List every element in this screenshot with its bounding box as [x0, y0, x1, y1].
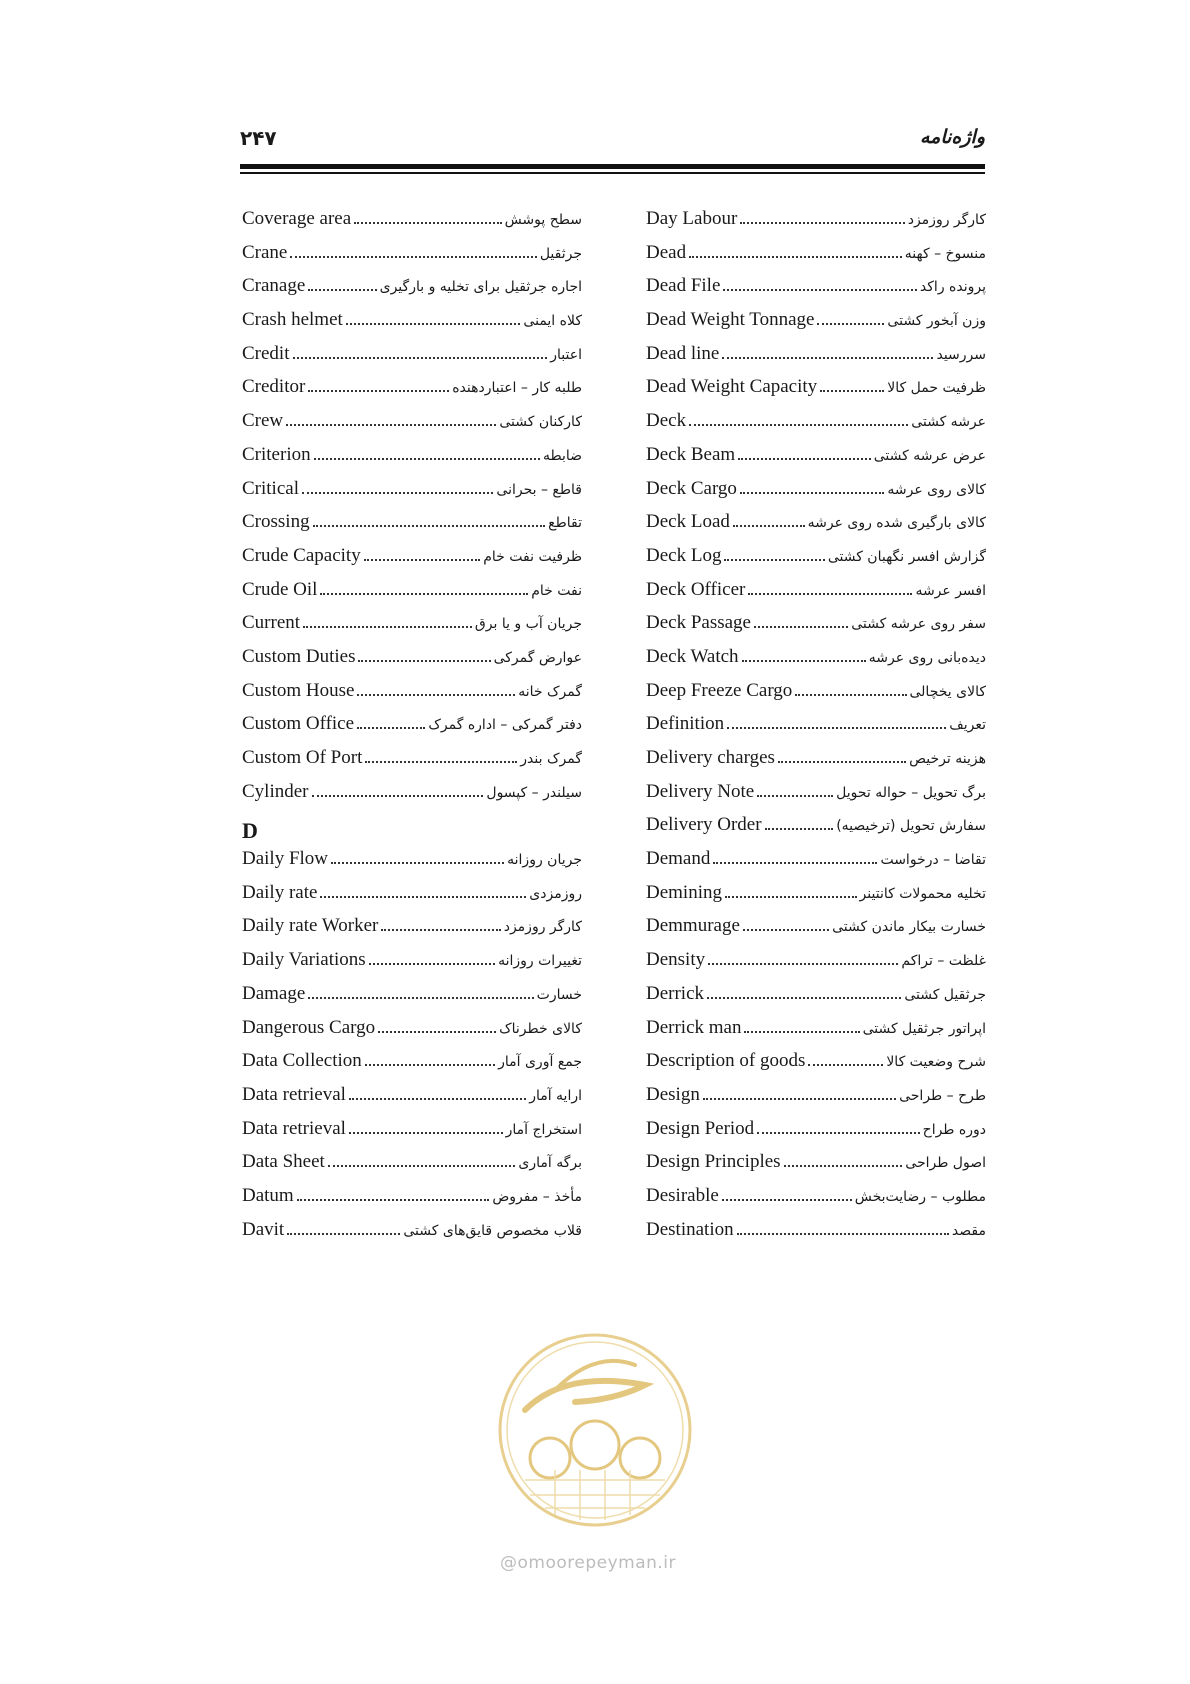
entry-translation: جریان آب و یا برق	[474, 616, 582, 633]
dot-leader	[740, 222, 904, 224]
entry-term: Current	[242, 612, 301, 634]
entry-term: Deck Log	[646, 544, 722, 566]
entry-term: Daily Flow	[242, 848, 329, 870]
dot-leader	[369, 963, 495, 965]
entry-translation: کالای روی عرشه	[887, 481, 986, 498]
entry-translation: مقصد	[951, 1222, 986, 1239]
entry-term: Data Sheet	[242, 1151, 325, 1173]
header-rule-thick	[240, 164, 985, 169]
dot-leader	[364, 559, 481, 561]
glossary-entry	[242, 242, 582, 276]
watermark-logo	[495, 1330, 695, 1530]
glossary-entry	[242, 612, 582, 646]
entry-translation: کالای بارگیری شده روی عرشه	[807, 515, 986, 532]
entry-translation: تخلیه محمولات کانتینر	[859, 885, 986, 902]
dot-leader	[744, 1031, 859, 1033]
entry-term: Dead	[646, 241, 687, 263]
entry-term: Dead line	[646, 342, 720, 364]
entry-term: Dead Weight Tonnage	[646, 309, 815, 331]
dot-leader	[313, 525, 546, 527]
entry-translation: جرثقیل	[539, 245, 582, 262]
glossary-entry	[242, 478, 582, 512]
glossary-entry	[646, 612, 986, 646]
entry-term: Derrick man	[646, 1016, 742, 1038]
glossary-entry	[646, 511, 986, 545]
entry-term: Design Period	[646, 1117, 755, 1139]
glossary-entry	[646, 1151, 986, 1185]
entry-term: Crane	[242, 241, 288, 263]
glossary-entry	[646, 410, 986, 444]
glossary-entry	[646, 680, 986, 714]
entry-term: Deck Watch	[646, 645, 739, 667]
entry-translation: تغییرات روزانه	[498, 953, 582, 970]
entry-term: Daily Variations	[242, 949, 366, 971]
glossary-entry	[646, 781, 986, 815]
dot-leader	[733, 525, 805, 527]
dot-leader	[358, 660, 490, 662]
entry-term: Dead Weight Capacity	[646, 376, 818, 398]
dot-leader	[707, 997, 901, 999]
entry-term: Crude Oil	[242, 578, 318, 600]
entry-translation: دفتر گمرکی – اداره گمرک	[428, 717, 582, 734]
glossary-entry	[646, 579, 986, 613]
entry-translation: طرح – طراحی	[899, 1087, 986, 1104]
entry-term: Custom House	[242, 679, 355, 701]
entry-translation: استخراج آمار	[505, 1121, 582, 1138]
entry-term: Custom Office	[242, 713, 355, 735]
entry-translation: عرشه کشتی	[911, 414, 986, 431]
entry-term: Deep Freeze Cargo	[646, 679, 793, 701]
glossary-entry	[646, 242, 986, 276]
dot-leader	[754, 626, 848, 628]
dot-leader	[723, 289, 917, 291]
glossary-entry	[242, 915, 582, 949]
entry-translation: کارکنان کشتی	[499, 414, 582, 431]
dot-leader	[349, 1098, 526, 1100]
entry-translation: اصول طراحی	[905, 1155, 986, 1172]
dot-leader	[795, 694, 906, 696]
glossary-entry	[242, 848, 582, 882]
glossary-entry	[242, 680, 582, 714]
entry-term: Davit	[242, 1218, 285, 1240]
dot-leader	[784, 1165, 903, 1167]
dot-leader	[757, 795, 833, 797]
entry-translation: اجاره جرثقیل برای تخلیه و بارگیری	[379, 279, 582, 296]
entry-translation: ظرفیت حمل کالا	[887, 380, 986, 397]
dot-leader	[297, 1199, 490, 1201]
entry-translation: جمع آوری آمار	[498, 1054, 582, 1071]
dot-leader	[765, 828, 834, 830]
entry-term: Deck	[646, 410, 687, 432]
dot-leader	[320, 896, 526, 898]
entry-translation: ارایه آمار	[529, 1087, 582, 1104]
dot-leader	[727, 727, 946, 729]
dot-leader	[743, 929, 829, 931]
entry-translation: تقاطع	[548, 515, 582, 532]
dot-leader	[293, 357, 548, 359]
entry-translation: کارگر روزمزد	[503, 919, 582, 936]
entry-translation: برگه آماری	[518, 1155, 582, 1172]
glossary-entry	[242, 309, 582, 343]
dot-leader	[748, 593, 912, 595]
entry-translation: اعتبار	[550, 346, 582, 363]
glossary-entry	[646, 1185, 986, 1219]
entry-term: Crossing	[242, 511, 310, 533]
entry-translation: برگ تحویل – حواله تحویل	[836, 784, 986, 801]
glossary-entry	[242, 1017, 582, 1051]
glossary-entry	[242, 949, 582, 983]
entry-term: Data retrieval	[242, 1083, 346, 1105]
entry-translation: قاطع – بحرانی	[496, 481, 582, 498]
dot-leader	[742, 660, 866, 662]
entry-translation: دیده‌بانی روی عرشه	[868, 649, 986, 666]
glossary-entry	[242, 410, 582, 444]
entry-translation: دوره طراح	[922, 1121, 986, 1138]
dot-leader	[308, 997, 533, 999]
entry-translation: کالای خطرناک	[499, 1020, 582, 1037]
entry-term: Coverage area	[242, 208, 352, 229]
glossary-right-column	[646, 208, 986, 1252]
glossary-left-column	[242, 208, 582, 1252]
entry-term: Daily rate	[242, 881, 318, 903]
glossary-entry	[646, 376, 986, 410]
dot-leader	[365, 761, 517, 763]
dot-leader	[689, 256, 902, 258]
entry-term: Desirable	[646, 1184, 719, 1206]
entry-translation: شرح وضعیت کالا	[886, 1054, 986, 1071]
dot-leader	[703, 1098, 896, 1100]
glossary-entry	[242, 747, 582, 781]
dot-leader	[737, 1233, 949, 1235]
dot-leader	[724, 559, 824, 561]
entry-term: Daily rate Worker	[242, 915, 379, 937]
glossary-entry	[242, 1084, 582, 1118]
entry-translation: گمرک بندر	[520, 751, 582, 767]
dot-leader	[303, 626, 472, 628]
glossary-entry	[646, 1219, 986, 1253]
glossary-entry	[242, 983, 582, 1017]
letter-heading: D	[242, 818, 258, 844]
page-header	[240, 126, 985, 156]
glossary-entry	[242, 1050, 582, 1084]
dot-leader	[286, 424, 496, 426]
entry-translation: سفارش تحویل (ترخیصیه)	[836, 818, 986, 835]
entry-translation: اپراتور جرثقیل کشتی	[862, 1020, 986, 1037]
dot-leader	[302, 492, 493, 494]
dot-leader	[713, 862, 877, 864]
dot-leader	[725, 896, 857, 898]
entry-translation: تقاضا – درخواست	[880, 852, 986, 869]
entry-translation: ضابطه	[542, 447, 582, 464]
dot-leader	[331, 862, 504, 864]
entry-translation: سفر روی عرشه کشتی	[851, 616, 986, 633]
entry-translation: ظرفیت نفت خام	[483, 548, 582, 565]
glossary-entry	[646, 713, 986, 747]
entry-term: Description of goods	[646, 1050, 806, 1072]
glossary-entry	[646, 983, 986, 1017]
entry-term: Day Labour	[646, 208, 738, 229]
glossary-entry	[242, 343, 582, 377]
entry-translation: عرض عرشه کشتی	[873, 447, 986, 464]
dot-leader	[378, 1031, 496, 1033]
entry-translation: تعریف	[949, 717, 986, 734]
entry-term: Cranage	[242, 275, 306, 297]
entry-term: Crash helmet	[242, 309, 343, 331]
entry-translation: هزینه ترخیص	[909, 751, 986, 767]
dot-leader	[354, 222, 501, 224]
entry-translation: منسوخ – کهنه	[904, 245, 986, 262]
glossary-entry	[646, 545, 986, 579]
entry-translation: روزمزدی	[529, 885, 582, 902]
glossary-entry	[242, 1118, 582, 1152]
entry-term: Delivery Order	[646, 814, 762, 836]
dot-leader	[381, 929, 500, 931]
entry-translation: سطح پوشش	[504, 212, 582, 228]
glossary-entry	[646, 882, 986, 916]
glossary-entry	[242, 444, 582, 478]
entry-term: Definition	[646, 713, 725, 735]
entry-translation: مأخذ – مفروض	[492, 1188, 582, 1205]
entry-term: Criterion	[242, 443, 311, 465]
dot-leader	[308, 390, 449, 392]
dot-leader	[808, 1064, 883, 1066]
dot-leader	[820, 390, 884, 392]
dot-leader	[708, 963, 898, 965]
entry-term: Damage	[242, 982, 306, 1004]
entry-term: Crude Capacity	[242, 544, 361, 566]
glossary-entry	[646, 275, 986, 309]
entry-term: Design Principles	[646, 1151, 781, 1173]
dot-leader	[738, 458, 871, 460]
glossary-entry	[242, 208, 582, 242]
glossary-entry	[242, 781, 582, 815]
entry-term: Cylinder	[242, 780, 309, 802]
entry-translation: طلبه کار – اعتباردهنده	[452, 380, 582, 397]
glossary-entry	[242, 882, 582, 916]
entry-term: Custom Duties	[242, 645, 356, 667]
entry-translation: افسر عرشه	[915, 582, 986, 599]
entry-term: Deck Passage	[646, 612, 751, 634]
entry-term: Delivery Note	[646, 780, 755, 802]
glossary-entry	[242, 376, 582, 410]
dot-leader	[365, 1064, 495, 1066]
glossary-entry	[646, 343, 986, 377]
glossary-entry	[646, 1017, 986, 1051]
dot-leader	[287, 1233, 400, 1235]
entry-translation: جرثقیل کشتی	[904, 986, 986, 1003]
dot-leader	[312, 795, 484, 797]
entry-term: Data retrieval	[242, 1117, 346, 1139]
dot-leader	[689, 424, 908, 426]
dot-leader	[346, 323, 521, 325]
glossary-entry	[242, 545, 582, 579]
watermark-url: @omoorepeyman.ir	[500, 1553, 677, 1573]
glossary-entry	[646, 747, 986, 781]
entry-term: Credit	[242, 342, 290, 364]
glossary-entry	[646, 1084, 986, 1118]
entry-term: Demining	[646, 881, 722, 903]
dot-leader	[740, 492, 884, 494]
dot-leader	[357, 694, 515, 696]
entry-term: Critical	[242, 477, 299, 499]
entry-term: Creditor	[242, 376, 306, 398]
glossary-entry	[242, 511, 582, 545]
dot-leader	[357, 727, 425, 729]
dot-leader	[722, 1199, 852, 1201]
dot-leader	[349, 1132, 503, 1134]
dot-leader	[757, 1132, 919, 1134]
entry-translation: قلاب مخصوص قایق‌های کشتی	[403, 1222, 582, 1239]
glossary-entry	[646, 848, 986, 882]
entry-term: Density	[646, 949, 706, 971]
entry-translation: عوارض گمرکی	[493, 649, 582, 666]
entry-term: Custom Of Port	[242, 747, 363, 768]
entry-term: Derrick	[646, 982, 705, 1004]
glossary-entry	[242, 1151, 582, 1185]
dot-leader	[320, 593, 528, 595]
entry-translation: سررسید	[936, 346, 986, 363]
glossary-entry	[646, 309, 986, 343]
entry-term: Demmurage	[646, 915, 740, 937]
page-number: ۲۴۷	[240, 126, 277, 150]
glossary-entry	[242, 713, 582, 747]
glossary-entry	[646, 444, 986, 478]
entry-term: Deck Cargo	[646, 477, 737, 499]
dot-leader	[778, 761, 906, 763]
entry-translation: غلظت – تراکم	[901, 953, 986, 970]
header-rule-thin	[240, 172, 985, 174]
glossary-entry	[646, 208, 986, 242]
entry-translation: گزارش افسر نگهبان کشتی	[827, 548, 986, 565]
entry-translation: گمرک خانه	[518, 683, 582, 700]
entry-term: Crew	[242, 410, 284, 432]
entry-translation: کارگر روزمزد	[907, 212, 986, 228]
entry-term: Demand	[646, 848, 711, 870]
dot-leader	[328, 1165, 516, 1167]
glossary-entry	[646, 646, 986, 680]
entry-term: Deck Load	[646, 511, 730, 533]
entry-translation: خسارت	[536, 986, 582, 1003]
glossary-entry	[242, 1219, 582, 1253]
entry-translation: پرونده راکد	[919, 279, 986, 296]
glossary-entry	[242, 579, 582, 613]
entry-translation: کلاه ایمنی	[523, 313, 582, 330]
dot-leader	[308, 289, 376, 291]
glossary-entry	[646, 949, 986, 983]
entry-translation: وزن آبخور کشتی	[887, 313, 986, 330]
glossary-entry	[646, 1050, 986, 1084]
glossary-entry	[242, 1185, 582, 1219]
entry-term: Deck Beam	[646, 443, 736, 465]
entry-term: Dead File	[646, 275, 721, 297]
entry-term: Deck Officer	[646, 578, 746, 600]
entry-translation: نفت خام	[531, 582, 582, 599]
entry-term: Destination	[646, 1218, 734, 1240]
dot-leader	[314, 458, 540, 460]
entry-translation: سیلندر – کپسول	[486, 784, 582, 801]
entry-translation: کالای یخچالی	[909, 683, 986, 700]
entry-term: Dangerous Cargo	[242, 1016, 376, 1038]
glossary-entry	[646, 478, 986, 512]
glossary-entry	[646, 915, 986, 949]
entry-translation: جریان روزانه	[507, 852, 582, 869]
dot-leader	[817, 323, 884, 325]
entry-translation: خسارت بیکار ماندن کشتی	[832, 919, 986, 936]
glossary-entry	[242, 275, 582, 309]
section-title: واژه‌نامه	[919, 126, 985, 148]
entry-term: Data Collection	[242, 1050, 362, 1072]
dot-leader	[722, 357, 933, 359]
glossary-entry	[646, 814, 986, 848]
entry-term: Delivery charges	[646, 747, 775, 768]
glossary-entry	[242, 646, 582, 680]
glossary-entry	[646, 1118, 986, 1152]
entry-term: Design	[646, 1083, 700, 1105]
entry-term: Datum	[242, 1184, 294, 1206]
entry-translation: مطلوب – رضایت‌بخش	[854, 1188, 986, 1205]
dot-leader	[290, 256, 536, 258]
